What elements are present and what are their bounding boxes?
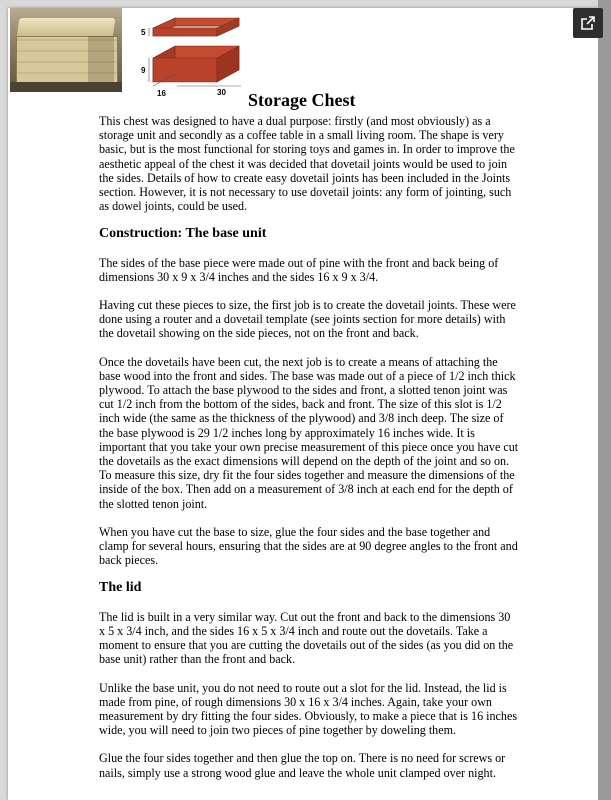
diagram-label-side: 16: [157, 89, 166, 98]
intro-paragraph: This chest was designed to have a dual purpose: firstly (and most obviously) as a storage unit and secondly as a coffee table in a small living room. The shape is very basic, but is the most functional for storing toys and games in. In order to improve the aesthetic appeal of the chest it was decided that dovetail joints would be used to join the sides. Details of how to create easy dovetail joints has been included in the Joints section. However, it is not necessary to use dovetail joints: any form of jointing, such as dowel joints, could be used.: [99, 114, 515, 214]
diagram-label-depth: 9: [141, 66, 146, 75]
paragraph: The lid is built in a very similar way. Cut out the front and back to the dimensions 30 x 5 x 3/4 inch, and the sides 16 x 5 x 3/4 inch and route out the dovetails. Take a moment to ensure that you are cutting the dovetails out of the sides (as you did on the base unit) rather than the front and back.: [99, 609, 514, 667]
paragraph: When you have cut the base to size, glue the four sides and the base together and clamp for several hours, ensuring that the sides are at 90 degree angles to the front and back pieces.: [99, 524, 518, 568]
paragraph: Unlike the base unit, you do not need to route out a slot for the lid. Instead, the lid is made from pine, of rough dimensions 30 x 16 x 3/4 inches. Again, take your own measurement by dry fitting the four sides. Obviously, to make a piece that is 16 inches wide, you will need to join two pieces of pine together by doweling them.: [99, 680, 518, 738]
chest-side-shade: [88, 36, 114, 82]
diagram-label-height: 5: [141, 28, 146, 37]
page-title: Storage Chest: [248, 90, 356, 110]
paragraph: Once the dovetails have been cut, the next job is to create a means of attaching the base wood into the front and sides. The base was made out of a piece of 1/2 inch thick plywood. To attach the base plywood to the sides and front, a slotted tenon joint was cut 1/2 inch from the bottom of the sides, back and front. The size of this slot is 1/2 inch wide (the same as the thickness of the plywood) and 3/8 inch deep. The size of the base plywood is 29 1/2 inches long by approximately 16 inches wide. It is important that you take your own precise measurement of this piece once you have cut the dovetails as the exact dimensions will depend on the depth of the joint and so on. To measure this size, dry fit the four sides together and measure the dimensions of the inside of the box. Then add on a measurement of 3/8 inch at each end for the depth of the slotted tenon joint.: [99, 354, 519, 511]
chest-photo: [10, 8, 122, 92]
paragraph: Having cut these pieces to size, the first job is to create the dovetail joints. These were done using a router and a dovetail template (see joints section for more details) with the dovetail showing on the side pieces, not on the front and back.: [99, 298, 516, 341]
scrollbar-track[interactable]: [598, 0, 611, 800]
chest-dimension-diagram: [131, 12, 251, 98]
document-page: [8, 8, 598, 800]
open-external-icon: [580, 15, 596, 31]
paragraph: Glue the four sides together and then glue the top on. There is no need for screws or nails, simply use a strong wood glue and leave the whole unit clamped over night.: [99, 751, 506, 780]
open-external-button[interactable]: [573, 8, 603, 38]
diagram-lid: [153, 18, 239, 36]
chest-lid-shape: [17, 18, 116, 38]
diagram-base: [153, 46, 239, 82]
article-body: [99, 114, 519, 794]
diagram-label-front: 30: [217, 88, 226, 97]
floor-shape: [10, 82, 122, 92]
paragraph: The sides of the base piece were made out of pine with the front and back being of dimensions 30 x 9 x 3/4 inches and the sides 16 x 9 x 3/4.: [99, 255, 499, 284]
section-heading-lid: The lid: [99, 580, 142, 596]
section-heading-base-unit: Construction: The base unit: [99, 226, 267, 242]
